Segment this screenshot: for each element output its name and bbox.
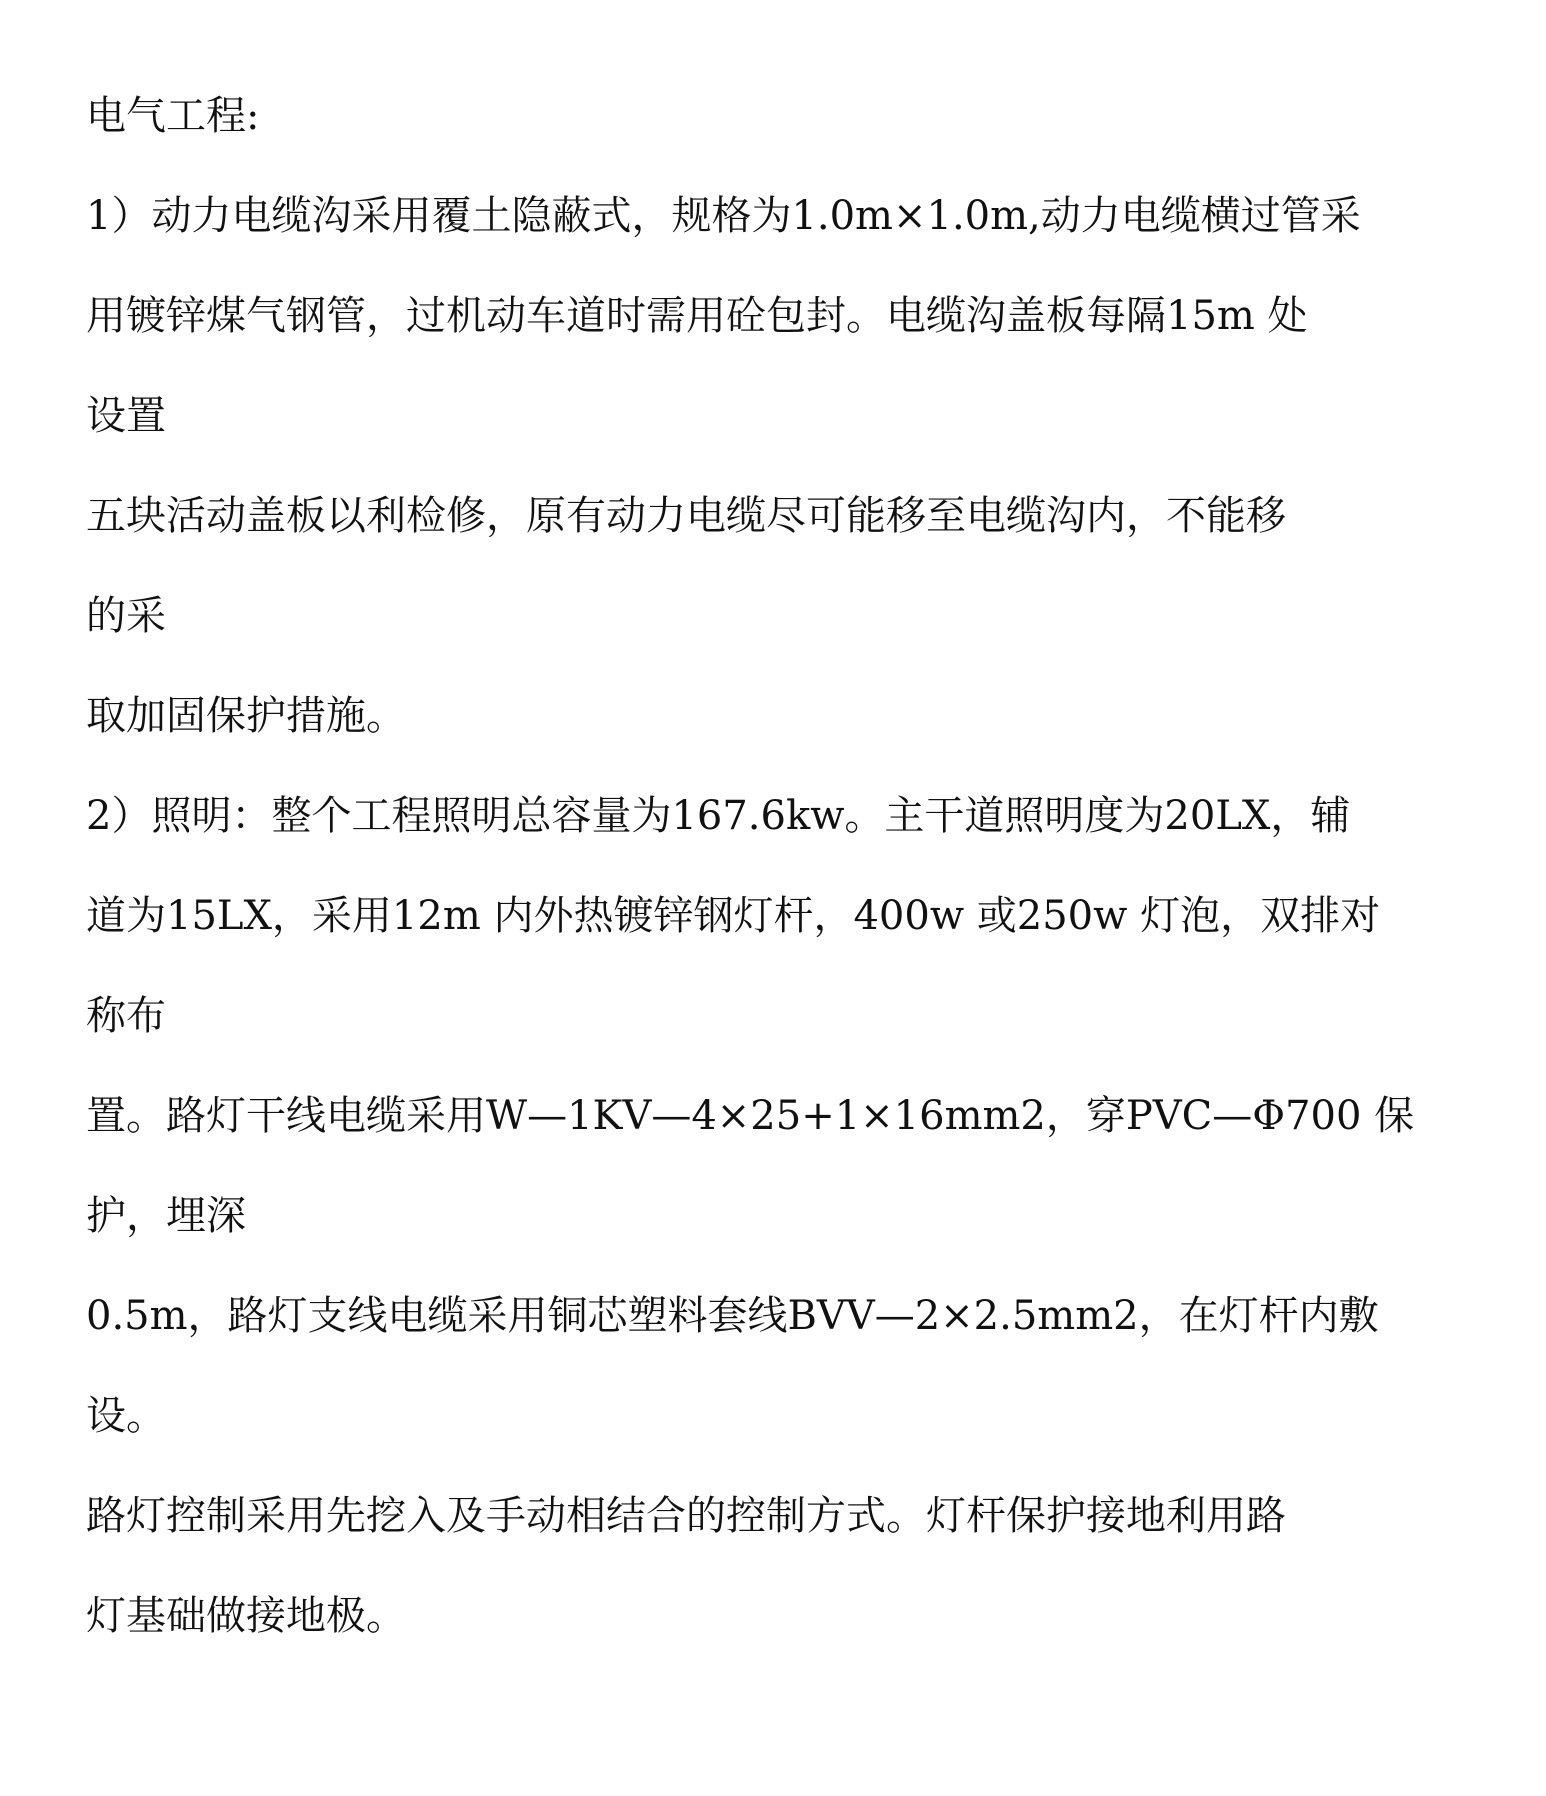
text-line: 置。路灯干线电缆采用W—1KV—4×25+1×16mm2，穿PVC—Φ700 保 xyxy=(86,1093,1415,1139)
text-line: 设置 xyxy=(86,393,166,439)
text-line: 用镀锌煤气钢管，过机动车道时需用砼包封。电缆沟盖板每隔15m 处 xyxy=(86,293,1308,339)
text-line: 1）动力电缆沟采用覆土隐蔽式，规格为1.0m×1.0m,动力电缆横过管采 xyxy=(86,193,1361,239)
text-line: 道为15LX，采用12m 内外热镀锌钢灯杆，400w 或250w 灯泡，双排对 xyxy=(86,893,1381,939)
text-line: 的采 xyxy=(86,593,166,639)
text-line: 2）照明：整个工程照明总容量为167.6kw。主干道照明度为20LX，辅 xyxy=(86,793,1351,839)
text-line: 护，埋深 xyxy=(86,1193,246,1239)
text-line: 灯基础做接地极。 xyxy=(86,1593,406,1639)
text-line: 取加固保护措施。 xyxy=(86,693,406,739)
text-line: 称布 xyxy=(86,993,166,1039)
text-line: 设。 xyxy=(86,1393,166,1439)
text-line: 路灯控制采用先挖入及手动相结合的控制方式。灯杆保护接地利用路 xyxy=(86,1493,1286,1539)
text-line: 0.5m，路灯支线电缆采用铜芯塑料套线BVV—2×2.5mm2，在灯杆内敷 xyxy=(86,1293,1379,1339)
section-title: 电气工程: xyxy=(86,93,260,139)
text-line: 五块活动盖板以利检修，原有动力电缆尽可能移至电缆沟内，不能移 xyxy=(86,493,1286,539)
